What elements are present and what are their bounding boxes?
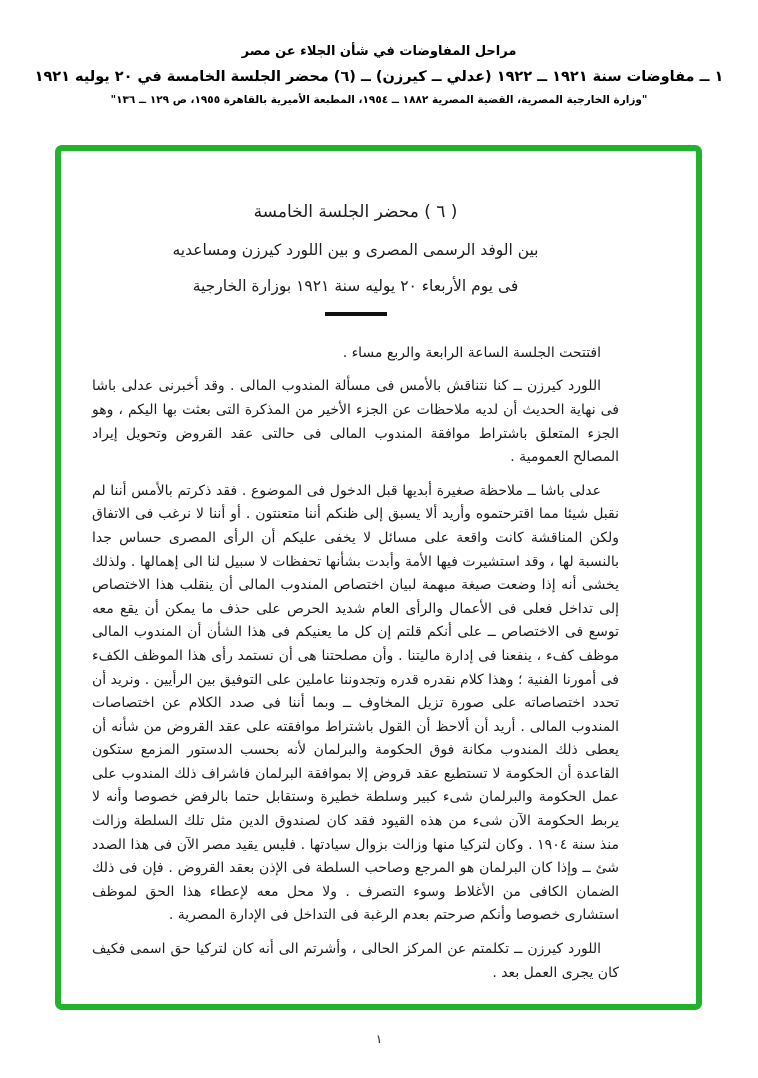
page-number: ١ xyxy=(375,1032,383,1046)
header-subtitle: ١ ــ مفاوضات سنة ١٩٢١ ــ ١٩٢٢ (عدلي ــ كيرزن) ــ (٦) محضر الجلسة الخامسة في ٢٠ يوليه ١٩٢١ xyxy=(34,69,724,85)
session-date: فى يوم الأربعاء ٢٠ يوليه سنة ١٩٢١ بوزارة الخارجية xyxy=(192,277,519,296)
page-header xyxy=(0,44,758,106)
session-parties: بين الوفد الرسمى المصرى و بين اللورد كيرزن ومساعديه xyxy=(172,240,539,259)
document-frame xyxy=(55,145,702,1010)
page-footer xyxy=(0,1032,758,1046)
paragraph-curzon-1: اللورد كيرزن ــ كنا نتناقش بالأمس فى مسألة المندوب المالى . وقد أخبرنى عدلى باشا فى نهاية الحديث أن لديه ملاحظات عن الجزء الأخير من المذكرة التى بعثت بها اليكم ، وهو الجزء المتعلق باشتراط موافقة المندوب المالى فى حالتى عقد القروض وتحويل إيراد المصالح العمومية . xyxy=(92,378,619,466)
scanned-page xyxy=(92,201,619,985)
header-citation: "وزارة الخارجية المصرية، القضية المصرية ١٨٨٢ ــ ١٩٥٤، المطبعة الأميرية بالقاهرة ١٩٥٥، ص ١٢٩ ــ ١٣٦" xyxy=(110,94,648,106)
title-divider xyxy=(325,312,387,316)
session-title: ( ٦ ) محضر الجلسة الخامسة xyxy=(253,202,458,222)
paragraph-adly-pasha: عدلى باشا ــ ملاحظة صغيرة أبديها قبل الدخول فى الموضوع . فقد ذكرتم بالأمس أننا لم نقبل شيئا مما اقترحتموه وأريد ألا يسبق إلى ظنكم أننا متعنتون . أو أننا لا نرغب فى الاتفاق ولكن المناقشة كانت واقعة على مسائل لا يخفى عليكم أن الرأى المصرى حساس جدا بالنسبة لها ، وقد استشيرت فيها الأمة وأبدت بشأنها تحفظات لا سبيل لنا الى إهمالها . ولذلك يخشى أنه إذا وضعت صيغة مبهمة لبيان اختصاص المندوب المالى أن ينقلب هذا الاختصاص إلى تداخل فعلى فى الأعمال والرأى العام شديد الحرص على حذف ما يمكن أن يقع معه توسع فى الاختصاص ــ على أنكم قلتم إن كل ما يعنيكم فى هذا الشأن أن المندوب المالى موظف كفء ، ينفعنا فى إدارة ماليتنا . وأن مصلحتنا هى أن نستمد رأى هذا الموظف الكفء فى أمورنا الفنية ؛ وهذا كلام نقدره قدره وتجدوننا عاملين على التوفيق بين الرأيين . ونريد أن تحدد اختصاصاته على صورة تزيل المخاوف ــ وبما أننا فى صدد الكلام عن اختصاصات المندوب المالى . أريد أن ألاحظ أن القول باشتراط موافقته على عقد القروض من شأنه أن يعطى ذلك المندوب مكانة فوق الحكومة والبرلمان لأنه بحسب الدستور المزمع ستكون القاعدة أن الحكومة لا تستطيع عقد قروض إلا بموافقة البرلمان فاشراف ذلك المندوب على عمل الحكومة والبرلمان شىء كبير وسلطة خطيرة وستقابل حتما بالرفض خصوصا وأنه لا يربط الحكومة الآن شىء من هذه القيود فقد كان لصندوق الدين مثل تلك السلطة وزالت منذ سنة ١٩٠٤ . وكان لتركيا منها وزالت بزوال سيادتها . فليس يقيد مصر الآن فى هذا الصدد شئ ــ وإذا كان البرلمان هو المرجع وصاحب السلطة فى الإذن بعقد القروض . فإن فى ذلك الضمان الكافى من الأغلاط وسوء التصرف . ولا محل معه لإعطاء هذا الحق لموظف استشارى خصوصا وأنكم صرحتم بعدم الرغبة فى التداخل فى الإدارة المصرية . xyxy=(92,482,619,924)
session-opening-line: افتتحت الجلسة الساعة الرابعة والربع مساء . xyxy=(342,344,601,361)
paragraph-curzon-2: اللورد كيرزن ــ تكلمتم عن المركز الحالى ، وأشرتم الى أنه كان لتركيا حق اسمى فكيف كان يجرى العمل بعد . xyxy=(92,941,619,981)
header-title: مراحل المفاوضات في شأن الجلاء عن مصر xyxy=(241,44,517,59)
